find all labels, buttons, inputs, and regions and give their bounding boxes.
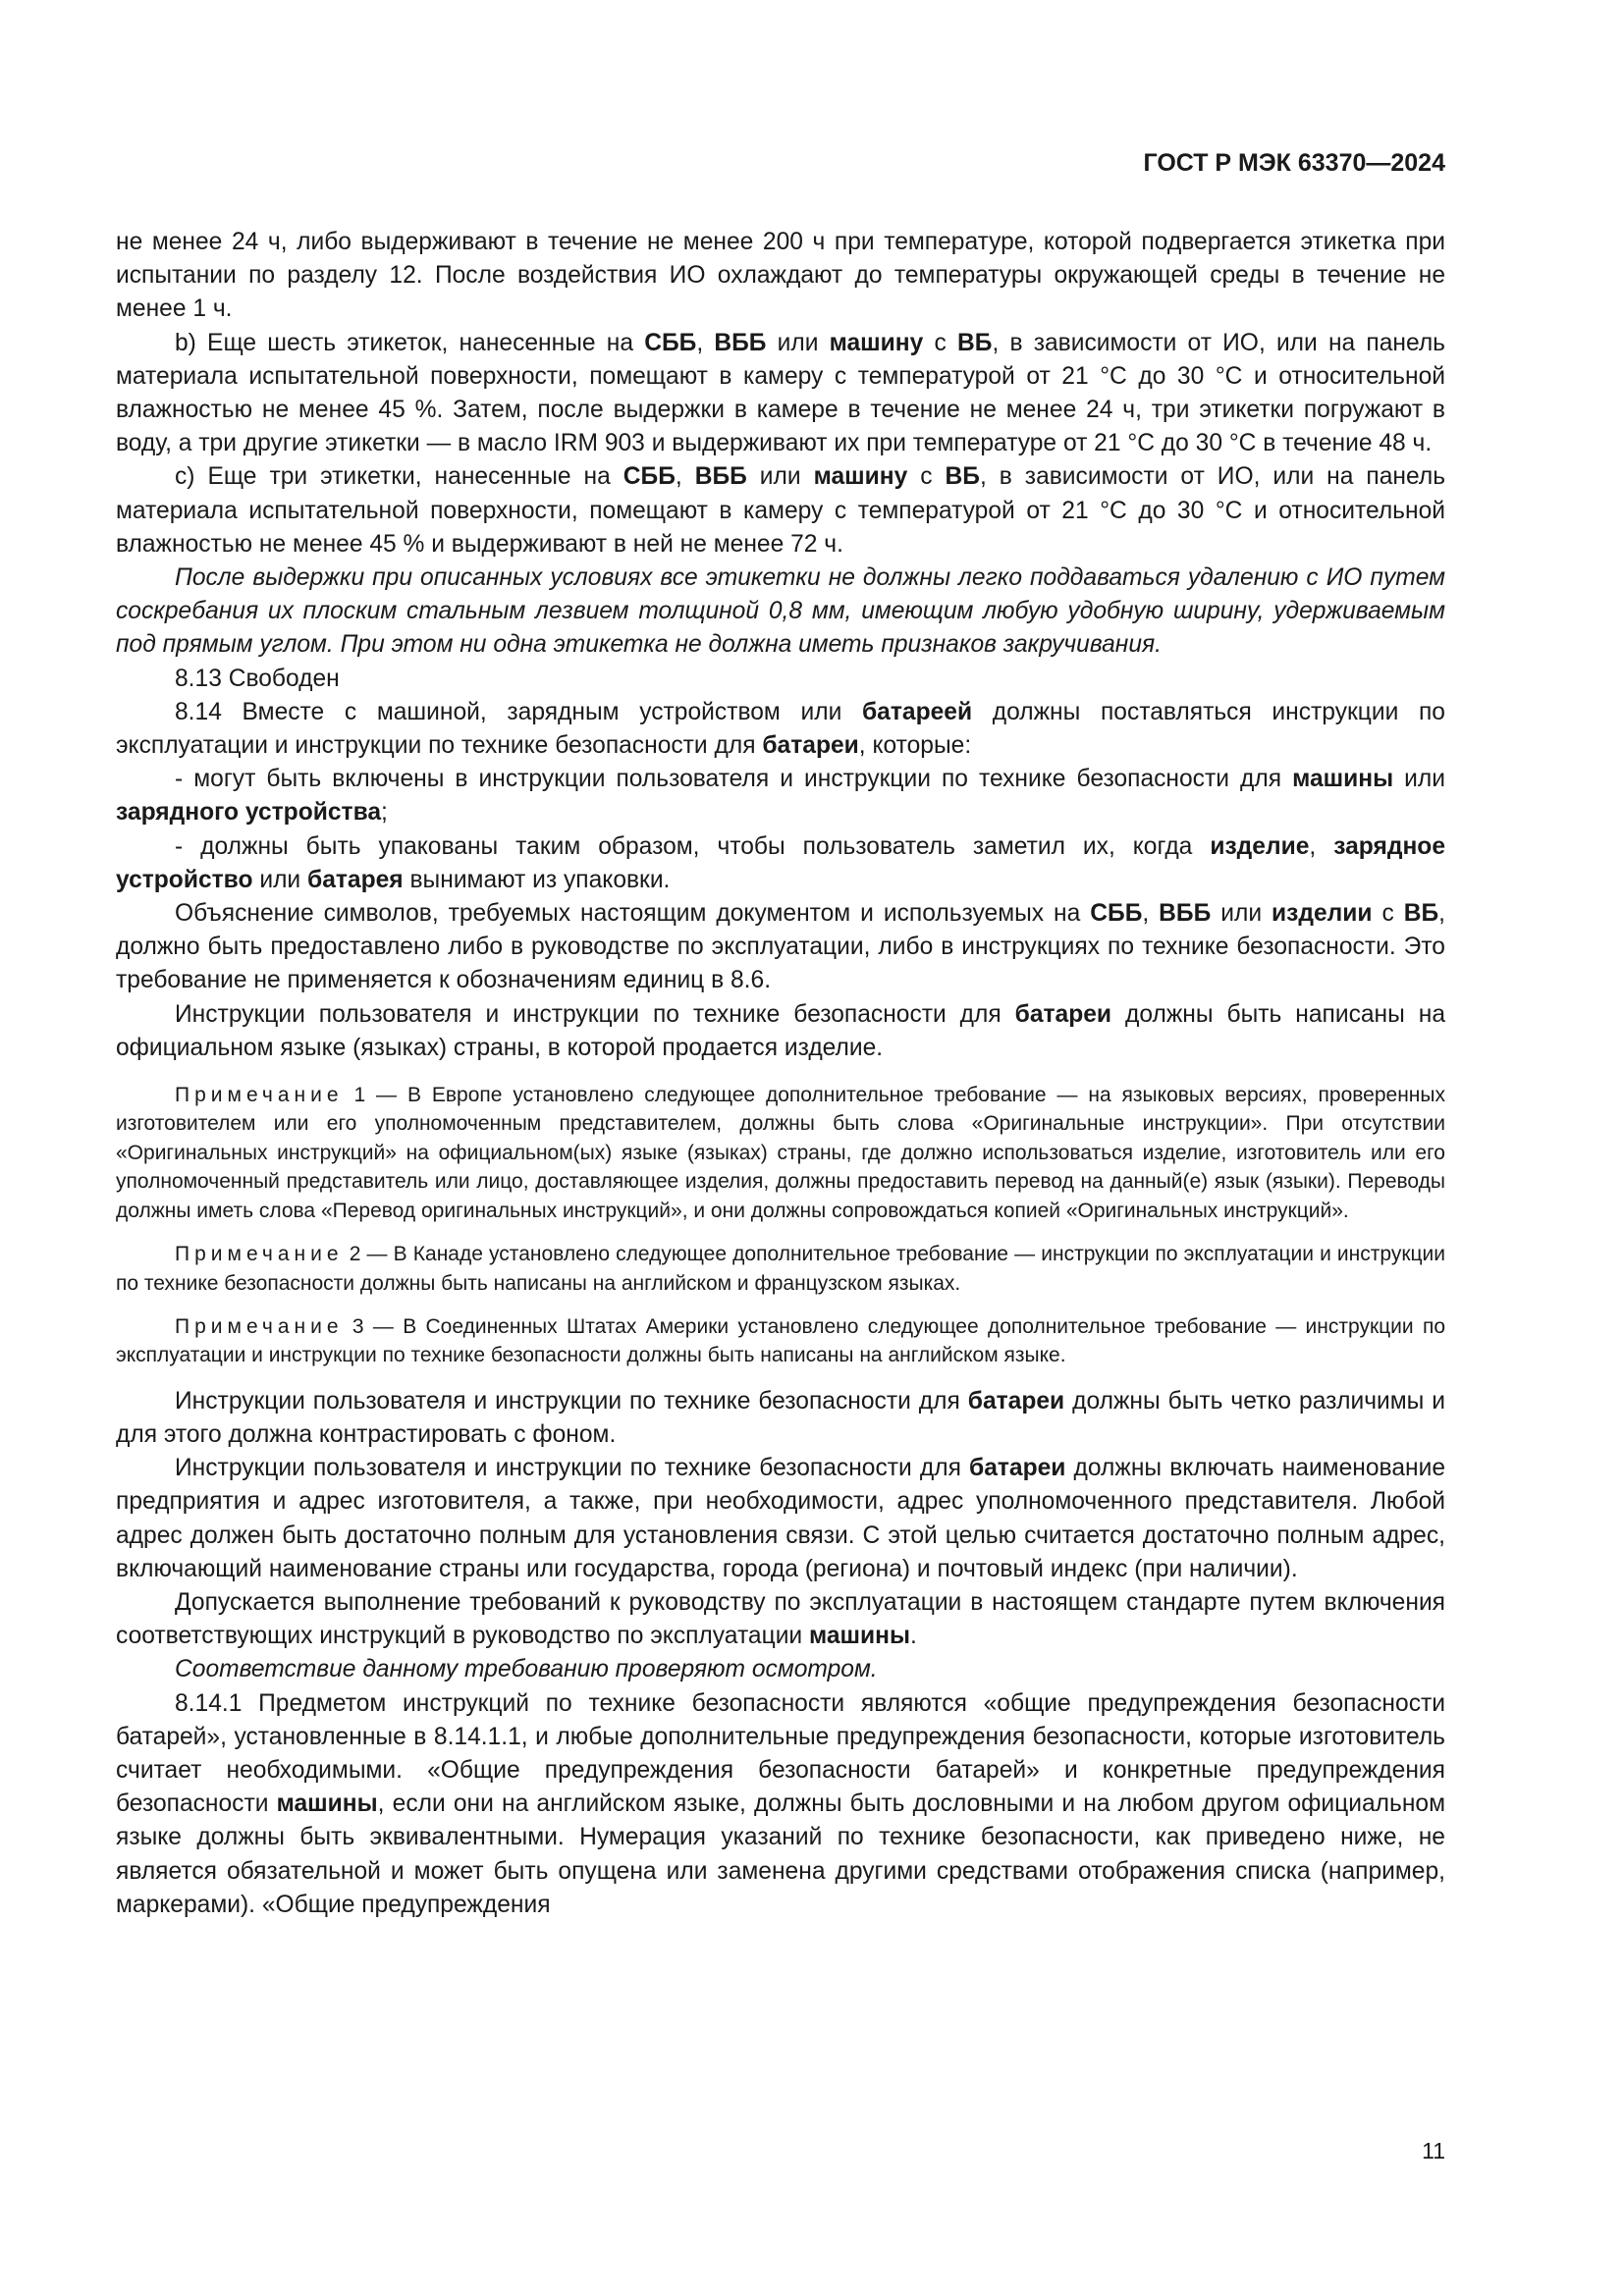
text-run: b) Еще шесть этикеток, нанесенные на: [175, 329, 645, 356]
text-run: , должно быть предоставлено либо в руководстве по эксплуатации, либо в инструкциях по технике безопасности. Это требование не применяется к обозначениям единиц в 8.6.: [116, 900, 1446, 994]
bold-term: изделие: [1210, 832, 1310, 860]
note-label: Примечание: [175, 1243, 344, 1266]
text-run: ;: [381, 799, 388, 827]
bold-term: машину: [813, 463, 908, 491]
text-run: 8.14 Вместе с машиной, зарядным устройством или: [175, 698, 862, 725]
bold-term: ВББ: [694, 463, 747, 491]
document-body: [116, 226, 1445, 1922]
text-run: c) Еще три этикетки, нанесенные на: [175, 463, 623, 491]
body-paragraph: [116, 561, 1445, 663]
text-run: или: [252, 866, 307, 893]
bold-term: батареи: [969, 1455, 1066, 1482]
text-run: , в зависимости от ИО, или на панель материала испытательной поверхности, помещают в камеру с температурой от 21 °С до 30 °С и относительной влажностью не менее 45 %. Затем, после выдержки в камере в течение не менее 24 ч, три этикетки погружают в воду, а три другие этикетки — в масло IRM 903 и выдерживают их при температуре от 21 °С до 30 °С в течение 48 ч.: [116, 329, 1445, 457]
text-run: или: [746, 463, 814, 491]
bold-term: машины: [809, 1623, 911, 1650]
text-run: ,: [1142, 900, 1160, 928]
text-run: или: [766, 329, 830, 356]
note-label: Примечание: [175, 1314, 344, 1338]
body-paragraph: [116, 1687, 1445, 1922]
bold-term: батареи: [1014, 1000, 1112, 1028]
bold-term: зарядное устройство: [116, 832, 1445, 893]
text-run: , в зависимости от ИО, или на панель материала испытательной поверхности, помещают в камеру с температурой от 21 °С до 30 °С и относительной влажностью не менее 45 % и выдерживают в ней не менее 72 ч.: [116, 463, 1446, 558]
text-run: 1 — В Европе установлено следующее дополнительное требование — на языковых версиях, проверенных изготовителем или его уполномоченным представителем, должны быть слова «Оригинальные инструкции». При отсутствии «Оригинальных инструкций» на официальном(ых) языке (языках) страны, где должно использоваться изделие, изготовитель или его уполномоченный представитель или лицо, доставляющее изделия, должны предоставить перевод на данный(е) язык (языки). Переводы должны иметь слова «Перевод оригинальных инструкций», и они должны сопровождаться копией «Оригинальных инструкций».: [116, 1084, 1445, 1222]
body-paragraph: [116, 696, 1445, 763]
text-run: с: [923, 329, 957, 356]
text-run: Объяснение символов, требуемых настоящим документом и используемых на: [175, 900, 1091, 928]
text-run: или: [1393, 766, 1445, 793]
bold-term: ВБ: [957, 329, 993, 356]
bold-term: СББ: [644, 329, 697, 356]
text-run: Инструкции пользователя и инструкции по технике безопасности для: [175, 1000, 1015, 1028]
text-run: с: [1372, 900, 1404, 928]
body-paragraph: [116, 897, 1445, 998]
bold-term: СББ: [1090, 900, 1143, 928]
body-paragraph: [116, 763, 1445, 829]
note-paragraph: [116, 1385, 1445, 1452]
note-paragraph: [116, 1312, 1445, 1370]
text-run: Допускается выполнение требований к руководству по эксплуатации в настоящем стандарте путем включения соответствующих инструкций в руководство по эксплуатации: [116, 1588, 1445, 1650]
text-run: 2 — В Канаде установлено следующее дополнительное требование — инструкции по эксплуатации и инструкции по технике безопасности должны быть написаны на английском и французском языках.: [116, 1243, 1445, 1295]
text-run: Соответствие данному требованию проверяют осмотром.: [175, 1656, 878, 1683]
bold-term: изделии: [1272, 900, 1373, 928]
bold-term: батарея: [307, 866, 404, 893]
text-run: , если они на английском языке, должны быть дословными и на любом другом официальном языке должны быть эквивалентными. Нумерация указаний по технике безопасности, как приведено ниже, не является обязательной и может быть опущена или заменена другими средствами отображения списка (например, маркерами). «Общие предупреждения: [116, 1790, 1445, 1918]
bold-term: машины: [1292, 766, 1394, 793]
text-run: 8.14.1 Предметом инструкций по технике безопасности являются «общие предупреждения безопасности батарей», установленные в 8.14.1.1, и любые дополнительные предупреждения безопасности, которые изготовитель считает необходимыми. «Общие предупреждения безопасности батарей» и конкретные предупреждения безопасности: [116, 1689, 1445, 1818]
text-run: Инструкции пользователя и инструкции по технике безопасности для: [175, 1455, 970, 1482]
note-label: Примечание: [175, 1084, 344, 1107]
bold-term: батареей: [861, 698, 973, 725]
body-paragraph: [116, 460, 1445, 561]
text-run: , которые:: [858, 732, 972, 760]
bold-term: СББ: [623, 463, 676, 491]
text-run: должны быть написаны на официальном языке (языках) страны, в которой продается изделие.: [116, 1000, 1445, 1061]
page-number: 11: [1422, 2138, 1445, 2163]
body-paragraph: [116, 1452, 1445, 1586]
text-run: 3 — В Соединенных Штатах Америки установлено следующее дополнительное требование — инструкции по эксплуатации и инструкции по технике безопасности должны быть написаны на английском языке.: [116, 1314, 1445, 1367]
text-run: ,: [696, 329, 715, 356]
body-paragraph: [116, 663, 1445, 696]
bold-term: машины: [276, 1790, 378, 1818]
document-header: ГОСТ Р МЭК 63370—2024: [1143, 149, 1445, 177]
body-paragraph: [116, 1653, 1445, 1686]
body-paragraph: [116, 830, 1445, 897]
body-paragraph: [116, 327, 1445, 461]
bold-term: батареи: [967, 1387, 1065, 1415]
text-run: или: [1211, 900, 1272, 928]
body-paragraph: [116, 226, 1445, 327]
bold-term: ВБ: [945, 463, 980, 491]
text-run: должны поставляться инструкции по эксплуатации и инструкции по технике безопасности для: [116, 698, 1445, 760]
bold-term: ВБ: [1403, 900, 1439, 928]
text-run: не менее 24 ч, либо выдерживают в течение не менее 200 ч при температуре, которой подвергается этикетка при испытании по разделу 12. После воздействия ИО охлаждают до температуры окружающей среды в течение не менее 1 ч.: [116, 229, 1445, 323]
bold-term: зарядного устройства: [116, 799, 382, 827]
text-run: - должны быть упакованы таким образом, чтобы пользователь заметил их, когда: [175, 832, 1211, 860]
text-run: вынимают из упаковки.: [403, 866, 671, 893]
text-run: должны включать наименование предприятия и адрес изготовителя, а также, при необходимости, адрес уполномоченного представителя. Любой адрес должен быть достаточно полным для установления связи. С этой целью считается достаточно полным адрес, включающий наименование страны или государства, города (региона) и почтовый индекс (при наличии).: [116, 1455, 1445, 1582]
text-run: 8.13 Свободен: [175, 665, 340, 692]
bold-term: батареи: [762, 732, 859, 760]
text-run: должны быть четко различимы и для этого должна контрастировать с фоном.: [116, 1387, 1446, 1448]
text-run: ,: [1309, 832, 1334, 860]
bold-term: машину: [829, 329, 924, 356]
text-run: После выдержки при описанных условиях все этикетки не должны легко поддаваться удалению с ИО путем соскребания их плоским стальным лезвием толщиной 0,8 мм, имеющим любую удобную ширину, удерживаемым под прямым углом. При этом ни одна этикетка не должна иметь признаков закручивания.: [116, 564, 1445, 659]
text-run: ,: [675, 463, 695, 491]
body-paragraph: [116, 998, 1445, 1065]
text-run: - могут быть включены в инструкции пользователя и инструкции по технике безопасности для: [175, 766, 1293, 793]
text-run: .: [910, 1623, 917, 1650]
text-run: с: [907, 463, 946, 491]
note-paragraph: [116, 1240, 1445, 1298]
bold-term: ВББ: [1159, 900, 1212, 928]
bold-term: ВББ: [714, 329, 767, 356]
text-run: Инструкции пользователя и инструкции по технике безопасности для: [175, 1387, 968, 1415]
note-paragraph: [116, 1081, 1445, 1225]
body-paragraph: [116, 1586, 1445, 1653]
